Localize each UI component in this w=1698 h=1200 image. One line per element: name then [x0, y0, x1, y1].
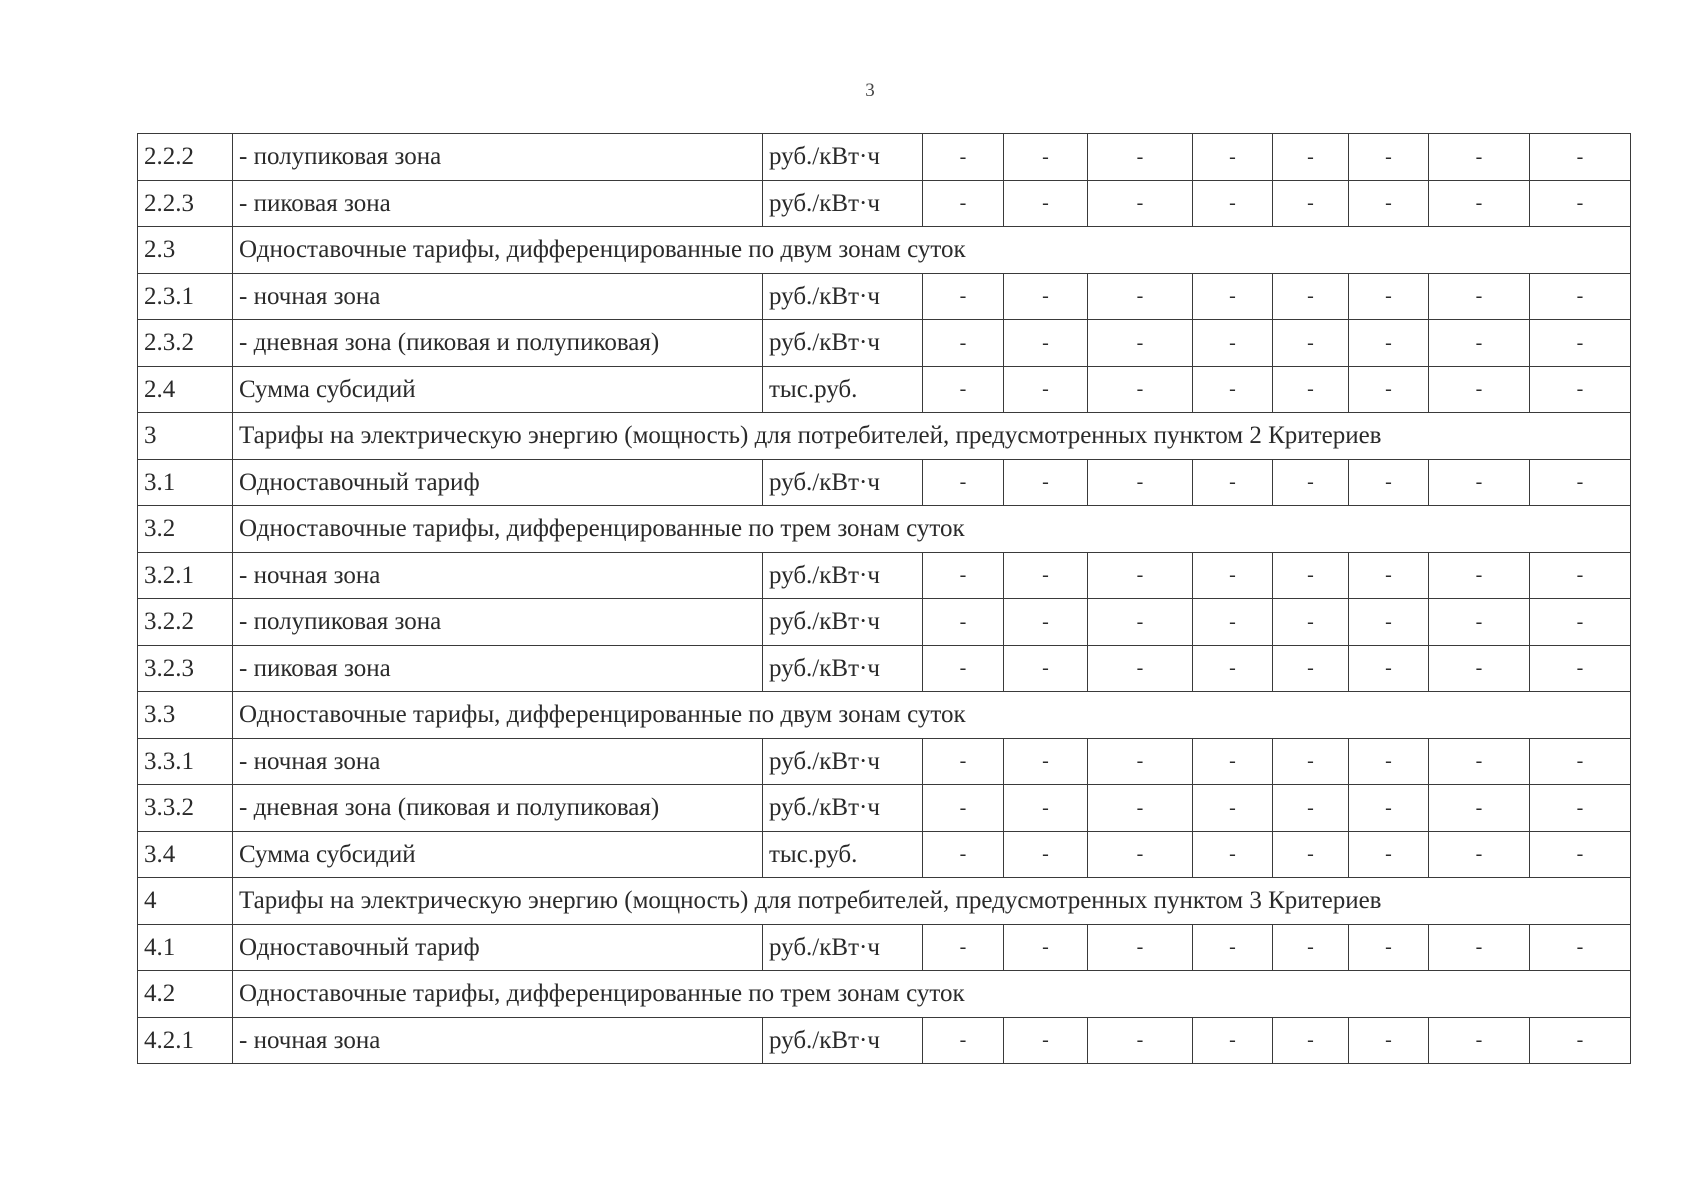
- table-section-row: [138, 506, 1631, 553]
- row-name: - ночная зона: [233, 1017, 763, 1064]
- value-cell: -: [1349, 738, 1429, 785]
- value-cell: -: [1004, 180, 1088, 227]
- table-row: [138, 134, 1631, 181]
- value-cell: -: [1273, 134, 1349, 181]
- value-cell: -: [1429, 273, 1530, 320]
- row-code: 3.4: [138, 831, 233, 878]
- value-cell: -: [1193, 180, 1273, 227]
- section-heading: Одноставочные тарифы, дифференцированные по трем зонам суток: [233, 971, 1631, 1018]
- value-cell: -: [1273, 320, 1349, 367]
- value-cell: -: [1088, 459, 1193, 506]
- value-cell: -: [1273, 366, 1349, 413]
- value-cell: -: [1193, 320, 1273, 367]
- row-code: 3.2.1: [138, 552, 233, 599]
- table-section-row: [138, 227, 1631, 274]
- value-cell: -: [923, 785, 1004, 832]
- row-code: 3.2: [138, 506, 233, 553]
- table-row: [138, 180, 1631, 227]
- table-row: [138, 785, 1631, 832]
- value-cell: -: [1530, 1017, 1631, 1064]
- value-cell: -: [1193, 599, 1273, 646]
- value-cell: -: [1088, 599, 1193, 646]
- value-cell: -: [1088, 645, 1193, 692]
- table-row: [138, 1017, 1631, 1064]
- value-cell: -: [923, 831, 1004, 878]
- section-heading: Одноставочные тарифы, дифференцированные по двум зонам суток: [233, 227, 1631, 274]
- value-cell: -: [1349, 785, 1429, 832]
- row-code: 2.3: [138, 227, 233, 274]
- value-cell: -: [1004, 366, 1088, 413]
- value-cell: -: [1088, 320, 1193, 367]
- value-cell: -: [1429, 552, 1530, 599]
- table-row: [138, 459, 1631, 506]
- value-cell: -: [1349, 320, 1429, 367]
- table-section-row: [138, 692, 1631, 739]
- value-cell: -: [1429, 924, 1530, 971]
- value-cell: -: [1530, 599, 1631, 646]
- row-unit: руб./кВт·ч: [763, 645, 923, 692]
- value-cell: -: [1273, 738, 1349, 785]
- value-cell: -: [1349, 134, 1429, 181]
- value-cell: -: [1088, 552, 1193, 599]
- section-heading: Одноставочные тарифы, дифференцированные по трем зонам суток: [233, 506, 1631, 553]
- value-cell: -: [1004, 645, 1088, 692]
- value-cell: -: [1193, 552, 1273, 599]
- table-section-row: [138, 878, 1631, 925]
- row-unit: руб./кВт·ч: [763, 599, 923, 646]
- table-row: [138, 320, 1631, 367]
- table-row: [138, 645, 1631, 692]
- value-cell: -: [1193, 645, 1273, 692]
- table-row: [138, 366, 1631, 413]
- value-cell: -: [1004, 738, 1088, 785]
- row-name: - дневная зона (пиковая и полупиковая): [233, 785, 763, 832]
- row-code: 4.2.1: [138, 1017, 233, 1064]
- value-cell: -: [1273, 831, 1349, 878]
- value-cell: -: [1004, 459, 1088, 506]
- value-cell: -: [1429, 366, 1530, 413]
- value-cell: -: [1088, 924, 1193, 971]
- value-cell: -: [1273, 459, 1349, 506]
- value-cell: -: [1193, 924, 1273, 971]
- value-cell: -: [1349, 180, 1429, 227]
- value-cell: -: [1088, 180, 1193, 227]
- row-unit: руб./кВт·ч: [763, 1017, 923, 1064]
- value-cell: -: [1273, 552, 1349, 599]
- value-cell: -: [1429, 134, 1530, 181]
- value-cell: -: [1349, 831, 1429, 878]
- value-cell: -: [1349, 366, 1429, 413]
- value-cell: -: [1088, 366, 1193, 413]
- value-cell: -: [1273, 180, 1349, 227]
- value-cell: -: [1349, 599, 1429, 646]
- value-cell: -: [1429, 785, 1530, 832]
- value-cell: -: [923, 599, 1004, 646]
- value-cell: -: [1088, 785, 1193, 832]
- row-code: 4.2: [138, 971, 233, 1018]
- value-cell: -: [1088, 738, 1193, 785]
- value-cell: -: [1429, 599, 1530, 646]
- value-cell: -: [923, 273, 1004, 320]
- value-cell: -: [1530, 924, 1631, 971]
- table-row: [138, 924, 1631, 971]
- row-name: Сумма субсидий: [233, 831, 763, 878]
- value-cell: -: [1429, 180, 1530, 227]
- value-cell: -: [1004, 924, 1088, 971]
- row-unit: руб./кВт·ч: [763, 738, 923, 785]
- row-code: 3.1: [138, 459, 233, 506]
- value-cell: -: [1273, 645, 1349, 692]
- value-cell: -: [1193, 366, 1273, 413]
- value-cell: -: [1273, 924, 1349, 971]
- row-unit: руб./кВт·ч: [763, 273, 923, 320]
- value-cell: -: [1088, 134, 1193, 181]
- row-unit: руб./кВт·ч: [763, 459, 923, 506]
- value-cell: -: [1530, 273, 1631, 320]
- value-cell: -: [1273, 599, 1349, 646]
- table-row: [138, 738, 1631, 785]
- row-code: 3.3.1: [138, 738, 233, 785]
- value-cell: -: [1530, 134, 1631, 181]
- row-code: 2.3.2: [138, 320, 233, 367]
- value-cell: -: [1530, 738, 1631, 785]
- value-cell: -: [923, 180, 1004, 227]
- row-unit: руб./кВт·ч: [763, 134, 923, 181]
- value-cell: -: [1004, 273, 1088, 320]
- value-cell: -: [1530, 645, 1631, 692]
- value-cell: -: [1004, 320, 1088, 367]
- value-cell: -: [1193, 785, 1273, 832]
- value-cell: -: [1530, 320, 1631, 367]
- value-cell: -: [1193, 459, 1273, 506]
- value-cell: -: [1429, 831, 1530, 878]
- value-cell: -: [1530, 366, 1631, 413]
- value-cell: -: [1530, 831, 1631, 878]
- section-heading: Тарифы на электрическую энергию (мощность) для потребителей, предусмотренных пунктом 2 Критериев: [233, 413, 1631, 460]
- value-cell: -: [923, 552, 1004, 599]
- value-cell: -: [1429, 1017, 1530, 1064]
- value-cell: -: [1349, 552, 1429, 599]
- value-cell: -: [923, 1017, 1004, 1064]
- row-unit: руб./кВт·ч: [763, 320, 923, 367]
- value-cell: -: [923, 924, 1004, 971]
- row-name: - пиковая зона: [233, 645, 763, 692]
- value-cell: -: [1004, 1017, 1088, 1064]
- value-cell: -: [923, 459, 1004, 506]
- table-section-row: [138, 971, 1631, 1018]
- value-cell: -: [1193, 738, 1273, 785]
- row-code: 3.2.2: [138, 599, 233, 646]
- row-name: Одноставочный тариф: [233, 459, 763, 506]
- page-number: 3: [865, 80, 875, 101]
- table-row: [138, 831, 1631, 878]
- row-code: 2.2.3: [138, 180, 233, 227]
- row-code: 2.4: [138, 366, 233, 413]
- value-cell: -: [1088, 831, 1193, 878]
- row-unit: руб./кВт·ч: [763, 552, 923, 599]
- row-code: 4.1: [138, 924, 233, 971]
- row-unit: тыс.руб.: [763, 366, 923, 413]
- row-code: 3.3.2: [138, 785, 233, 832]
- tariff-table-body: [138, 134, 1631, 1064]
- section-heading: Одноставочные тарифы, дифференцированные по двум зонам суток: [233, 692, 1631, 739]
- value-cell: -: [923, 645, 1004, 692]
- value-cell: -: [1349, 1017, 1429, 1064]
- table-row: [138, 273, 1631, 320]
- value-cell: -: [1349, 645, 1429, 692]
- value-cell: -: [1429, 320, 1530, 367]
- value-cell: -: [1004, 831, 1088, 878]
- row-unit: руб./кВт·ч: [763, 180, 923, 227]
- table-row: [138, 599, 1631, 646]
- value-cell: -: [1088, 1017, 1193, 1064]
- row-code: 3.2.3: [138, 645, 233, 692]
- value-cell: -: [1273, 273, 1349, 320]
- value-cell: -: [1193, 273, 1273, 320]
- row-code: 3: [138, 413, 233, 460]
- row-unit: руб./кВт·ч: [763, 785, 923, 832]
- row-name: Сумма субсидий: [233, 366, 763, 413]
- value-cell: -: [923, 738, 1004, 785]
- value-cell: -: [1429, 459, 1530, 506]
- row-name: - полупиковая зона: [233, 599, 763, 646]
- value-cell: -: [1004, 552, 1088, 599]
- value-cell: -: [923, 366, 1004, 413]
- row-name: - ночная зона: [233, 552, 763, 599]
- row-code: 4: [138, 878, 233, 925]
- value-cell: -: [1349, 924, 1429, 971]
- row-name: Одноставочный тариф: [233, 924, 763, 971]
- table-section-row: [138, 413, 1631, 460]
- row-name: - ночная зона: [233, 738, 763, 785]
- value-cell: -: [1429, 738, 1530, 785]
- value-cell: -: [1088, 273, 1193, 320]
- row-code: 3.3: [138, 692, 233, 739]
- value-cell: -: [1349, 273, 1429, 320]
- row-unit: руб./кВт·ч: [763, 924, 923, 971]
- value-cell: -: [1273, 785, 1349, 832]
- table-row: [138, 552, 1631, 599]
- row-name: - ночная зона: [233, 273, 763, 320]
- row-name: - полупиковая зона: [233, 134, 763, 181]
- value-cell: -: [1193, 1017, 1273, 1064]
- value-cell: -: [1349, 459, 1429, 506]
- value-cell: -: [923, 134, 1004, 181]
- row-name: - пиковая зона: [233, 180, 763, 227]
- value-cell: -: [1193, 831, 1273, 878]
- value-cell: -: [1530, 785, 1631, 832]
- value-cell: -: [1530, 180, 1631, 227]
- value-cell: -: [1193, 134, 1273, 181]
- value-cell: -: [1530, 552, 1631, 599]
- section-heading: Тарифы на электрическую энергию (мощность) для потребителей, предусмотренных пунктом 3 Критериев: [233, 878, 1631, 925]
- tariff-table: [137, 133, 1631, 1064]
- value-cell: -: [1004, 599, 1088, 646]
- value-cell: -: [1429, 645, 1530, 692]
- row-unit: тыс.руб.: [763, 831, 923, 878]
- value-cell: -: [1004, 134, 1088, 181]
- value-cell: -: [923, 320, 1004, 367]
- row-code: 2.3.1: [138, 273, 233, 320]
- value-cell: -: [1530, 459, 1631, 506]
- value-cell: -: [1004, 785, 1088, 832]
- row-name: - дневная зона (пиковая и полупиковая): [233, 320, 763, 367]
- row-code: 2.2.2: [138, 134, 233, 181]
- value-cell: -: [1273, 1017, 1349, 1064]
